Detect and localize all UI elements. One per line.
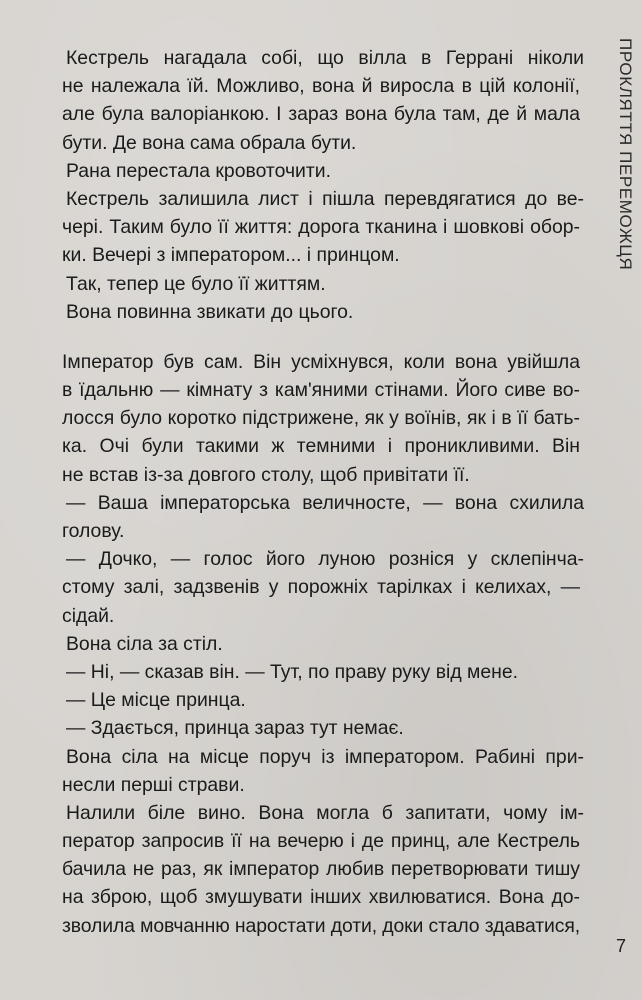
text-line: стому залі, задзвенів у порожніх тарілках і келихах, — xyxy=(62,576,580,599)
text-line: на зброю, щоб змушувати інших хвилюватися. Вона до- xyxy=(62,886,580,909)
section-break xyxy=(66,326,588,348)
text-line: — Це місце принца. xyxy=(66,689,246,712)
text-line: Так, тепер це було її життям. xyxy=(66,272,326,295)
text-line: ка. Очі були такими ж темними і проникливими. Він xyxy=(62,435,580,458)
page-number: 7 xyxy=(615,936,626,956)
text-line: Налили біле вино. Вона могла б запитати, чому ім- xyxy=(66,801,584,824)
section-1 xyxy=(62,44,588,326)
text-line: бути. Де вона сама обрала бути. xyxy=(62,131,357,154)
text-line: ператор запросив її на вечерю і де принц, але Кестрель xyxy=(62,830,580,853)
body-text xyxy=(62,44,588,940)
text-line: ки. Вечері з імператором... і принцом. xyxy=(62,244,400,267)
running-head: ПРОКЛЯТТЯ ПЕРЕМОЖЦЯ xyxy=(616,38,635,271)
text-line: — Ваша імператорська величносте, — вона схилила xyxy=(66,491,584,514)
text-line: не встав із-за довгого столу, щоб привітати її. xyxy=(62,463,470,486)
text-line: — Ні, — сказав він. — Тут, по праву руку від мене. xyxy=(66,660,519,683)
text-line: Рана перестала кровоточити. xyxy=(66,159,331,182)
text-line: Вона сіла на місце поруч із імператором. Рабині при- xyxy=(66,745,584,768)
text-line: лосся було коротко підстрижене, як у воїнів, як і в її бать- xyxy=(62,407,580,430)
text-line: зволила мовчанню наростати доти, доки стало здаватися, xyxy=(62,914,580,937)
text-line: сідай. xyxy=(62,604,115,627)
text-line: голову. xyxy=(62,520,125,542)
text-line: бачила не раз, як імператор любив перетворювати тишу xyxy=(62,858,580,881)
section-2 xyxy=(62,348,588,940)
text-line: Імператор був сам. Він усміхнувся, коли вона увійшла xyxy=(62,350,580,373)
text-line: Кестрель залишила лист і пішла перевдягатися до ве- xyxy=(66,187,584,210)
text-line: несли перші страви. xyxy=(62,773,245,796)
text-line: чері. Таким було її життя: дорога тканина і шовкові обор- xyxy=(62,216,580,239)
text-line: не належала їй. Можливо, вона й виросла в цій колонії, xyxy=(62,75,580,98)
text-line: в їдальню — кімнату з кам'яними стінами. Його сиве во- xyxy=(62,379,580,402)
text-line: Вона повинна звикати до цього. xyxy=(66,300,354,323)
text-line: — Здається, принца зараз тут немає. xyxy=(66,717,404,740)
text-line: Кестрель нагадала собі, що вілла в Геррані ніколи xyxy=(66,47,584,69)
text-line: але була валоріанкою. І зараз вона була там, де й мала xyxy=(62,103,580,126)
text-line: — Дочко, — голос його луною розніся у склепінча- xyxy=(66,548,584,571)
text-line: Вона сіла за стіл. xyxy=(66,632,223,655)
